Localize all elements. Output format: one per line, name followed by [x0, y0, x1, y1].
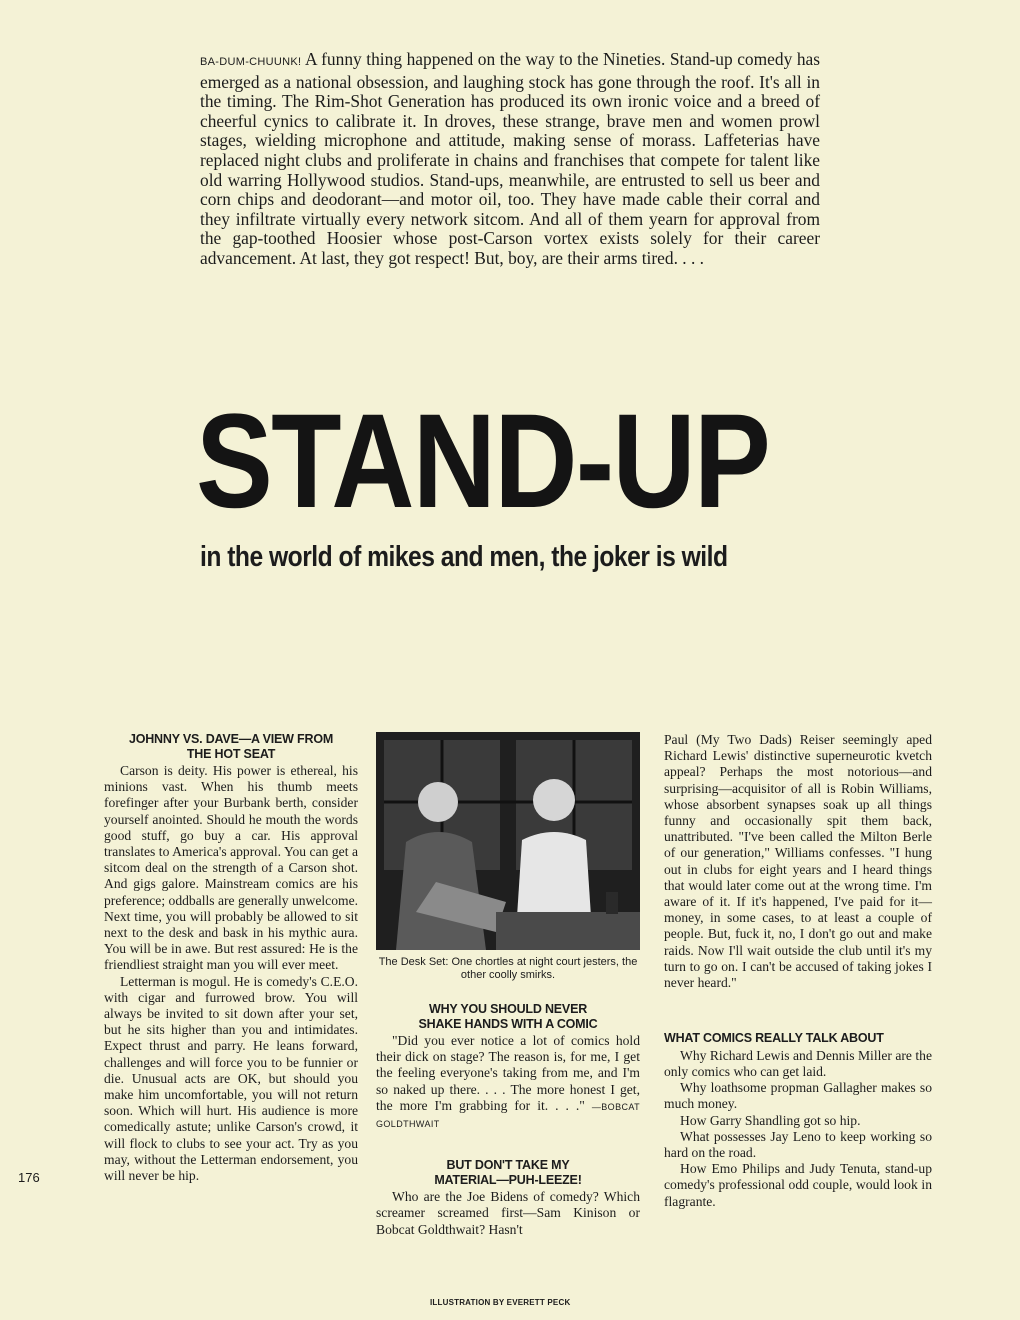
- talk-item: How Garry Shandling got so hip.: [680, 1112, 861, 1128]
- byline: —BOBCAT GOLDTHWAIT: [376, 1101, 640, 1130]
- section-heading-material: BUT DON'T TAKE MY MATERIAL—PUH-LEEZE!: [434, 1158, 582, 1187]
- column-1: [104, 732, 358, 1184]
- headline: STAND-UP: [196, 387, 770, 536]
- intro-paragraph: [200, 50, 820, 269]
- paragraph-goldthwait-quote: "Did you ever notice a lot of comics hold their dick on stage? The reason is, for me, I get the feeling everyone's taking from me, and I'm so naked up there. . . . The more honest I get, the more I'm grabbing for it. . . ." —BOBCAT GOLDTHWAIT: [376, 1033, 640, 1130]
- paragraph-letterman: Letterman is mogul. He is comedy's C.E.O. with cigar and furrowed brow. You will always be invited to sit down after your set, but he sits higher than you and intimidates. Expect thrust and parry. He leans forward, challenges and will force you to be funnier or die. Unusual acts are OK, but should you make him uncomfortable, you will not return soon. Which will hurt. His audience is more comedically astute; unlike Carson's crowd, it will flock to clubs to see your act. Try as you may, without the Letterman endorsement, you will never be hip.: [104, 973, 358, 1184]
- talk-item: Why loathsome propman Gallagher makes so much money.: [664, 1080, 932, 1112]
- intro-body: A funny thing happened on the way to the Nineties. Stand-up comedy has emerged as a national obsession, and laughing stock has gone through the roof. It's all in the timing. The Rim-Shot Generation has produced its own ironic voice and a breed of cheerful cynics to calibrate it. In droves, these strange, brave men and women prowl stages, wielding microphone and attitude, making sense of morass. Laffeterias have replaced night clubs and proliferate in chains and franchises that compete for talent like old warring Hollywood studios. Stand-ups, meanwhile, are entrusted to sell us beer and corn chips and deodorant—and motor oil, too. They have made cable their corral and they infiltrate virtually every network sitcom. And all of them yearn for approval from the gap-toothed Hoosier whose post-Carson vortex exists solely for their career advancement. At last, they got respect! But, boy, are their arms tired. . . .: [200, 49, 821, 268]
- column-3: [664, 732, 932, 1210]
- talk-item: How Emo Philips and Judy Tenuta, stand-up comedy's professional odd couple, would look in flagrante.: [664, 1161, 932, 1209]
- illustration-credit: ILLUSTRATION BY EVERETT PECK: [430, 1298, 571, 1307]
- section-heading-comics-talk: WHAT COMICS REALLY TALK ABOUT: [664, 1031, 884, 1046]
- subhead: in the world of mikes and men, the joker is wild: [200, 541, 728, 573]
- talk-item: What possesses Jay Leno to keep working so hard on the road.: [664, 1128, 932, 1160]
- talk-item: Why Richard Lewis and Dennis Miller are the only comics who can get laid.: [664, 1047, 932, 1079]
- section-heading-shake-hands: WHY YOU SHOULD NEVER SHAKE HANDS WITH A COMIC: [418, 1002, 598, 1031]
- photo-illustration: [376, 732, 640, 950]
- section-heading-johnny-vs-dave: JOHNNY VS. DAVE—A VIEW FROM THE HOT SEAT: [128, 732, 334, 761]
- column-2: [376, 732, 640, 1238]
- photo-caption: The Desk Set: One chortles at night court jesters, the other coolly smirks.: [378, 956, 638, 981]
- intro-lead: BA-DUM-CHUUNK!: [200, 56, 302, 68]
- paragraph-reiser: Paul (My Two Dads) Reiser seemingly aped Richard Lewis' distinctive superneurotic kvetch appeal? Perhaps the most notorious—and surprising—acquisitor of all is Robin Williams, whose absorbent synapses soak up all things funny and occasionally spit them back, unattributed. "I've been called the Milton Berle of our generation," Williams confesses. "I hung out in clubs for eight years and I heard things that would later come out at the wrong time. I'm aware of it. If it's happened, I've paid for it—money, in some cases, to at least a couple of people. But, fuck it, no, I don't go out and make raids. Now I'll wait outside the club until it's my turn to go on. I can't be accused of taking jokes I never heard.": [664, 732, 932, 991]
- paragraph-carson: Carson is deity. His power is ethereal, his minions vast. When his thumb meets forefinger after your Burbank berth, consider yourself anointed. Should he mouth the words good stuff, go buy a car. His approval translates to America's approval. You can get a sitcom deal on the strength of a Carson shot. And gigs galore. Mainstream comics are his preference; oddballs are generally unwelcome. Next time, you will probably be allowed to sit next to the desk and bask in his mythic aura. You will be in awe. But rest assured: He is the friendliest straight man you will ever meet.: [104, 763, 359, 973]
- photo-desk-set: [376, 732, 640, 950]
- paragraph-joe-bidens: Who are the Joe Bidens of comedy? Which screamer screamed first—Sam Kinison or Bobcat Goldthwait? Hasn't: [376, 1189, 640, 1237]
- page-number: 176: [18, 1170, 40, 1185]
